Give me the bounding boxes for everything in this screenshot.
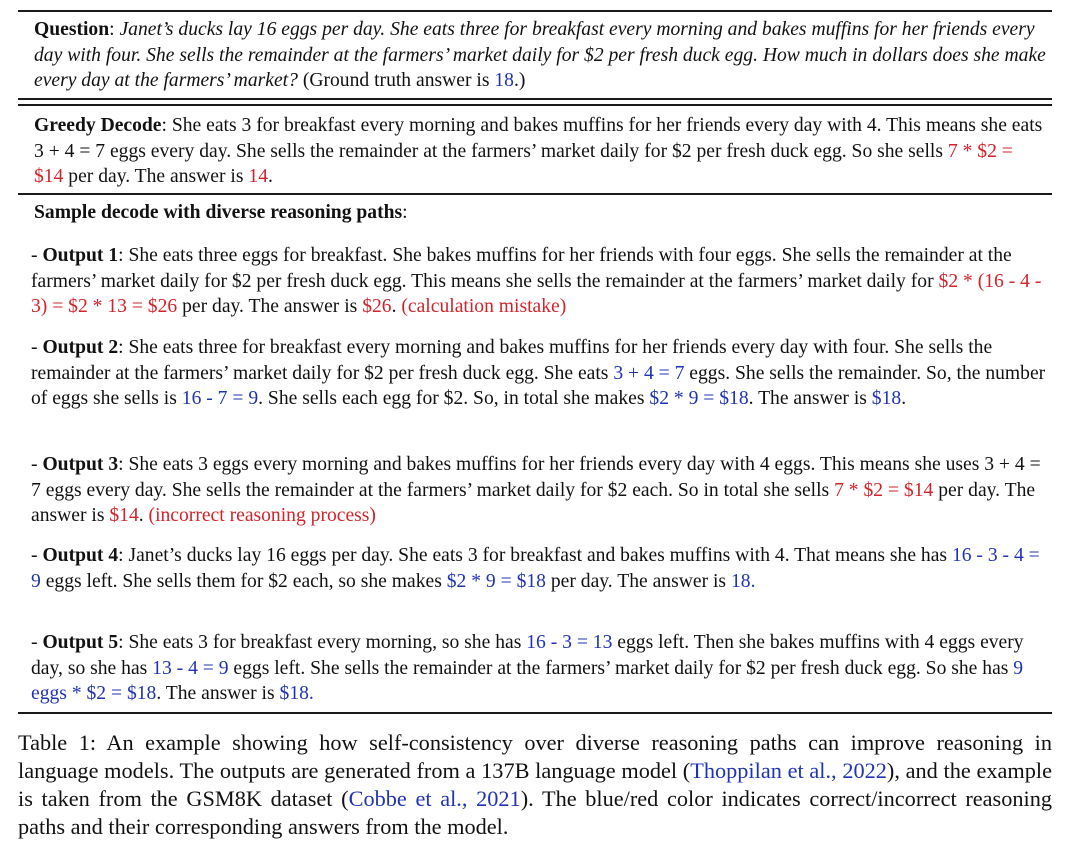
- greedy-calculation: 7 * $2 = $14: [34, 140, 1013, 187]
- correct-highlight: 9 eggs * $2 = $18: [31, 657, 1024, 704]
- sample-decode-header-block: Sample decode with diverse reasoning paths:: [34, 202, 408, 223]
- ground-truth-value: 18: [494, 70, 514, 91]
- caption-text-2: ), and the example is taken from the GSM8K dataset (: [18, 758, 1052, 811]
- greedy-answer: 14: [248, 166, 268, 187]
- citation-cobbe[interactable]: Cobbe et al., 2021: [348, 786, 521, 811]
- output-text-segment: . She sells each egg for $2. So, in total she makes: [258, 388, 650, 409]
- output-5-block: - Output 5: She eats 3 for breakfast every morning, so she has 16 - 3 = 13 eggs left. Then she bakes muffins with 4 eggs every day, so she has 13 - 4 = 9 eggs left. She sells the remainder at the farmers’ market daily for $2 per fresh duck egg. So she has 9 eggs * $2 = $18. The answer is $18.: [31, 632, 1024, 704]
- greedy-text-2: per day. The answer is: [63, 166, 249, 187]
- correct-highlight: 13 - 4 = 9: [152, 657, 229, 679]
- correct-highlight: 16 - 3 = 13: [526, 632, 613, 653]
- output-label: Output 1: [42, 245, 119, 266]
- question-block: Question: Janet’s ducks lay 16 eggs per day. She eats three for breakfast every morning and bakes muffins for her friends every day with four. She sells the remainder at the farmers’ market daily for $2 per fresh duck egg. How much in dollars does she make every day at the farmers’ market? (Ground truth answer is 18.): [34, 19, 1046, 91]
- caption-text-3: ). The blue/red color indicates correct/incorrect reasoning paths and their corresponding answers from the model.: [18, 786, 1052, 839]
- correct-highlight: 18: [730, 570, 751, 592]
- greedy-text-1: She eats 3 for breakfast every morning and bakes muffins for her friends every day with 4. This means she eats 3 + 4 = 7 eggs every day. She sells the remainder at the farmers’ market daily for $2 per fresh duck egg. So she sells: [34, 115, 1043, 162]
- double-rule-lower: [18, 104, 1052, 106]
- output-text-segment: .: [901, 388, 907, 409]
- output-4-block: - Output 4: Janet’s ducks lay 16 eggs per day. She eats 3 for breakfast and bakes muffins with 4. That means she has 16 - 3 - 4 = 9 eggs left. She sells them for $2 each, so she makes $2 * 9 = $18 per day. The answer is 18.: [31, 545, 1040, 592]
- greedy-decode-block: Greedy Decode: She eats 3 for breakfast every morning and bakes muffins for her friends every day with 4. This means she eats 3 + 4 = 7 eggs every day. She sells the remainder at the farmers’ market daily for $2 per fresh duck egg. So she sells 7 * $2 = $14 per day. The answer is 14.: [34, 115, 1043, 187]
- correct-highlight: $2 * 9 = $18: [446, 570, 546, 592]
- correct-highlight: $18: [279, 683, 309, 704]
- incorrect-highlight: $2 * (16 - 4 - 3) = $2 * 13 = $26: [31, 270, 1042, 317]
- citation-thoppilan[interactable]: Thoppilan et al., 2022: [690, 758, 887, 783]
- output-text-segment: She eats 3 for breakfast every morning, so she has: [128, 632, 527, 653]
- output-text-segment: per day. The answer is: [545, 570, 731, 592]
- output-text-segment: She eats 3 eggs every morning and bakes muffins for her friends every day with 4 eggs. This means she uses 3 + 4 = 7 eggs every day. She sells the remainder at the farmers’ market daily for $2 each. So in total she sells: [31, 454, 1041, 501]
- output-1-block: - Output 1: She eats three eggs for breakfast. She bakes muffins for her friends with four eggs. She sells the remainder at the farmers’ market daily for $2 per fresh duck egg. This means she sells the remainder at the farmers’ market daily for $2 * (16 - 4 - 3) = $2 * 13 = $26 per day. The answer is $26. (calculation mistake): [31, 245, 1042, 317]
- correct-highlight: 16 - 7 = 9: [181, 388, 259, 409]
- greedy-label: Greedy Decode: [34, 115, 162, 136]
- output-text-segment: She eats three for breakfast every morning and bakes muffins for her friends every day with four. She sells the remainder at the farmers’ market daily for $2 per fresh duck egg. She eats: [31, 337, 993, 384]
- output-text-segment: per day. The answer is: [177, 296, 363, 317]
- question-text: Janet’s ducks lay 16 eggs per day. She eats three for breakfast every morning and bakes muffins for her friends every day with four. She sells the remainder at the farmers’ market daily for $2 per fresh duck egg. How much in dollars does she make every day at the farmers’ market?: [34, 19, 1046, 91]
- output-2-block: - Output 2: She eats three for breakfast every morning and bakes muffins for her friends every day with four. She sells the remainder at the farmers’ market daily for $2 per fresh duck egg. She eats 3 + 4 = 7 eggs. She sells the remainder. So, the number of eggs she sells is 16 - 7 = 9. She sells each egg for $2. So, in total she makes $2 * 9 = $18. The answer is $18.: [31, 337, 1046, 409]
- output-text-segment: . The answer is: [156, 683, 280, 704]
- table-caption: [18, 729, 1052, 841]
- caption-text-1: Table 1: An example showing how self-consistency over diverse reasoning paths can improve reasoning in language models. The outputs are generated from a 137B language model (: [18, 730, 1052, 783]
- output-text-segment: per day. The answer is: [31, 479, 1036, 526]
- ground-truth-prefix: (Ground truth answer is: [302, 70, 495, 91]
- output-text-segment: eggs left. She sells them for $2 each, so she makes: [40, 570, 447, 592]
- ground-truth-suffix: .): [513, 70, 526, 91]
- output-text-segment: . The answer is: [748, 388, 872, 409]
- output-text-segment: eggs left. Then she bakes muffins with 4 eggs every day, so she has: [31, 632, 1024, 679]
- greedy-text-3: .: [267, 166, 273, 187]
- output-label: Output 3: [42, 454, 119, 475]
- correct-highlight: $18: [871, 388, 902, 409]
- output-label: Output 5: [42, 632, 119, 653]
- correct-highlight: $2 * 9 = $18: [649, 388, 749, 409]
- incorrect-highlight: (incorrect reasoning process): [148, 505, 376, 526]
- correct-highlight: .: [750, 570, 756, 592]
- correct-highlight: 16 - 3 - 4 = 9: [31, 545, 1040, 592]
- greedy-bottom-rule: [18, 193, 1052, 195]
- output-label: Output 4: [42, 545, 119, 566]
- output-label: Output 2: [42, 337, 119, 358]
- output-text-segment: She eats three eggs for breakfast. She bakes muffins for her friends with four eggs. She sells the remainder at the farmers’ market daily for $2 per fresh duck egg. This means she sells the remainder at the farmers’ market daily for: [31, 245, 1012, 292]
- output-text-segment: eggs. She sells the remainder. So, the number of eggs she sells is: [31, 362, 1046, 409]
- output-text-segment: Janet’s ducks lay 16 eggs per day. She eats 3 for breakfast and bakes muffins with 4. That means she has: [128, 545, 952, 566]
- sample-decode-header: Sample decode with diverse reasoning paths: [34, 202, 403, 223]
- correct-highlight: 3 + 4 = 7: [613, 362, 685, 384]
- correct-highlight: .: [308, 683, 314, 704]
- incorrect-highlight: 7 * $2 = $14: [834, 479, 934, 501]
- incorrect-highlight: (calculation mistake): [401, 296, 567, 317]
- incorrect-highlight: $14: [109, 505, 139, 526]
- output-text-segment: .: [391, 296, 402, 317]
- output-text-segment: .: [138, 505, 149, 526]
- output-3-block: - Output 3: She eats 3 eggs every morning and bakes muffins for her friends every day with 4 eggs. This means she uses 3 + 4 = 7 eggs every day. She sells the remainder at the farmers’ market daily for $2 each. So in total she sells 7 * $2 = $14 per day. The answer is $14. (incorrect reasoning process): [31, 454, 1041, 526]
- bottom-rule: [18, 712, 1052, 714]
- output-text-segment: eggs left. She sells the remainder at the farmers’ market daily for $2 per fresh duck egg. So she has: [228, 657, 1014, 679]
- question-label: Question: [34, 19, 110, 40]
- double-rule-upper: [18, 98, 1052, 100]
- top-rule: [18, 10, 1052, 12]
- incorrect-highlight: $26: [362, 296, 392, 317]
